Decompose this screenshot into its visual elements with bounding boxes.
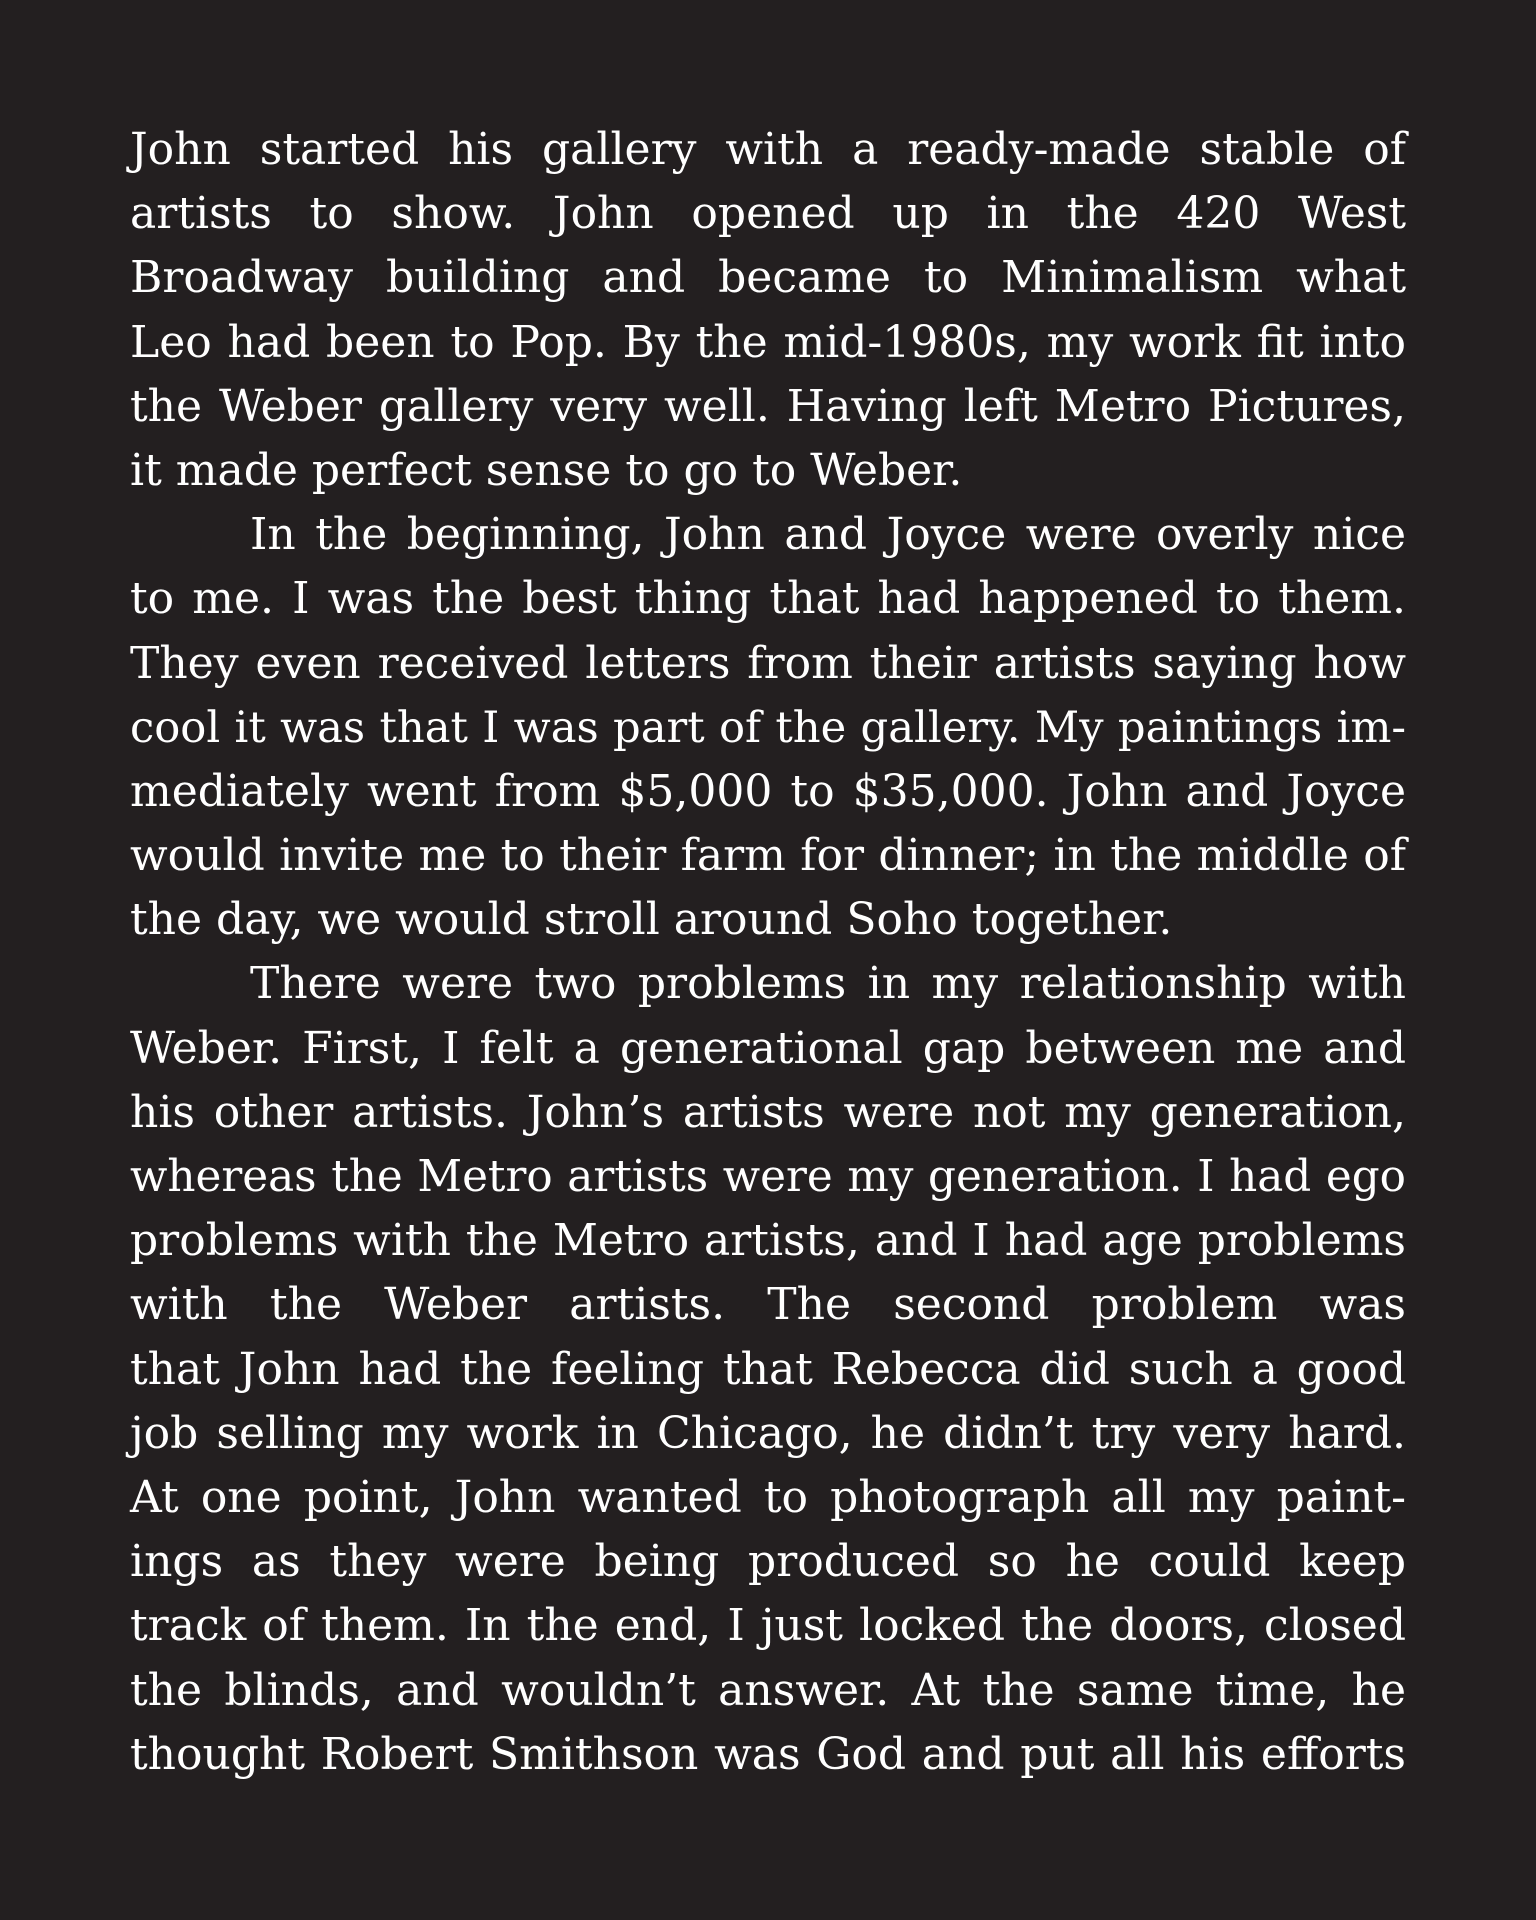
text-line: to me. I was the best thing that had happened to them.	[130, 573, 1406, 625]
text-line: track of them. In the end, I just locked the doors, closed	[130, 1600, 1406, 1652]
text-line: job selling my work in Chicago, he didn’t try very hard.	[130, 1407, 1406, 1459]
text-line: Weber. First, I felt a generational gap between me and	[130, 1022, 1406, 1074]
text-line: the Weber gallery very well. Having left Metro Pictures,	[130, 380, 1406, 432]
text-line: John started his gallery with a ready-made stable of	[130, 124, 1406, 175]
text-line: that John had the feeling that Rebecca did such a good	[130, 1343, 1406, 1395]
text-line: problems with the Metro artists, and I had age problems	[130, 1215, 1406, 1267]
text-line: At one point, John wanted to photograph all my paint-	[130, 1471, 1406, 1523]
text-line: the blinds, and wouldn’t answer. At the same time, he	[130, 1664, 1406, 1716]
text-line: Leo had been to Pop. By the mid-1980s, my work fit into	[130, 316, 1406, 368]
paragraph-3	[130, 952, 1406, 1786]
text-line: They even received letters from their artists saying how	[130, 637, 1406, 689]
text-line: whereas the Metro artists were my generation. I had ego	[130, 1151, 1406, 1202]
text-line: his other artists. John’s artists were not my generation,	[130, 1086, 1406, 1138]
text-line: the day, we would stroll around Soho together.	[130, 894, 1173, 946]
book-page	[130, 118, 1406, 1787]
text-line: mediately went from $5,000 to $35,000. John and Joyce	[130, 765, 1406, 817]
text-line: with the Weber artists. The second problem was	[130, 1279, 1406, 1331]
text-line: In the beginning, John and Joyce were overly nice	[250, 509, 1406, 561]
text-line: would invite me to their farm for dinner; in the middle of	[130, 830, 1406, 882]
paragraph-1	[130, 118, 1406, 503]
text-line: artists to show. John opened up in the 420 West	[130, 188, 1406, 240]
text-line: Broadway building and became to Minimalism what	[130, 252, 1406, 304]
text-line: thought Robert Smithson was God and put all his efforts	[130, 1728, 1406, 1780]
text-line: cool it was that I was part of the gallery. My paintings im-	[130, 702, 1406, 753]
text-line: it made perfect sense to go to Weber.	[130, 444, 963, 496]
text-line: There were two problems in my relationship with	[250, 958, 1406, 1010]
text-line: ings as they were being produced so he could keep	[130, 1536, 1406, 1588]
paragraph-2	[130, 503, 1406, 952]
